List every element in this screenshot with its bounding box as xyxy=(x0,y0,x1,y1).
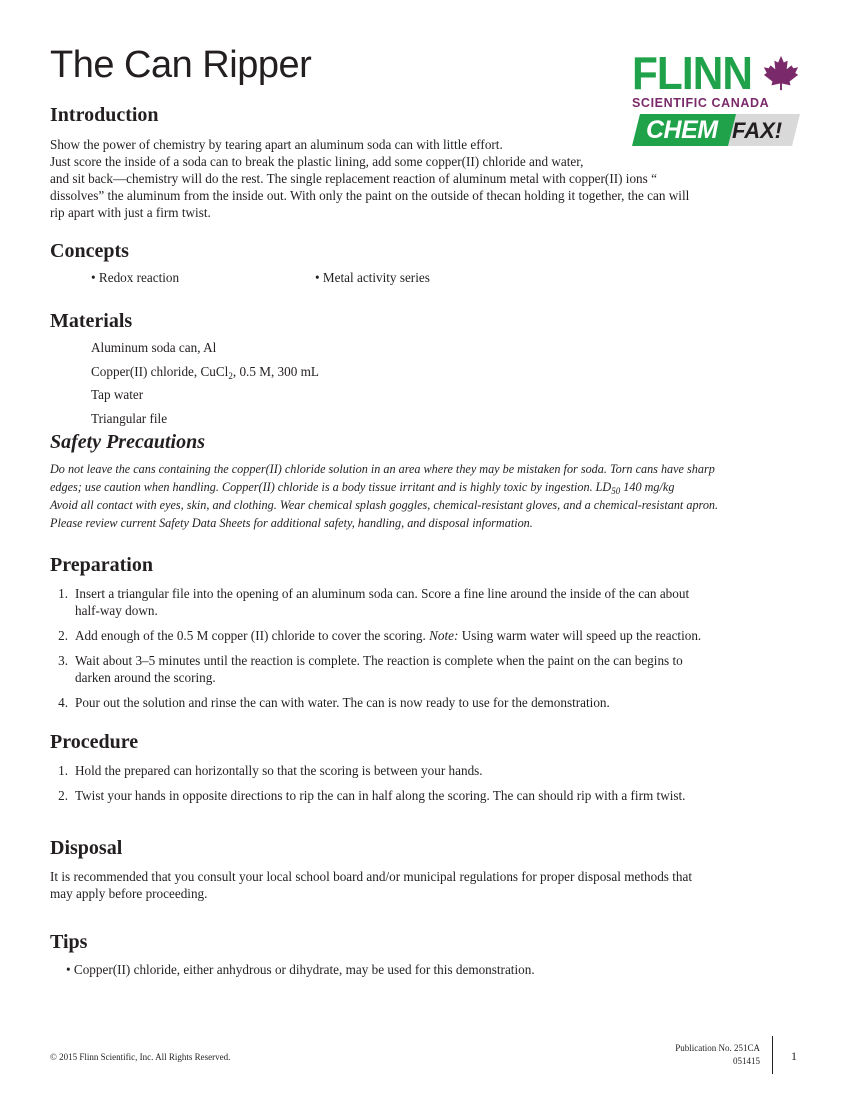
safety-line: Please review current Safety Data Sheets for additional safety, handling, and disposal information. xyxy=(50,516,533,530)
footer-divider xyxy=(772,1036,773,1074)
page-title: The Can Ripper xyxy=(50,44,312,86)
concept-item: • Redox reaction xyxy=(91,270,180,285)
intro-line: Just score the inside of a soda can to break the plastic lining, add some copper(II) chloride and water, xyxy=(50,154,584,169)
safety-heading: Safety Precautions xyxy=(50,431,205,453)
list-item: 4. Pour out the solution and rinse the can with water. The can is now ready to use for the demonstration. xyxy=(58,695,610,710)
material-item: Tap water xyxy=(91,387,144,402)
list-item: 1. Insert a triangular file into the opening of an aluminum soda can. Score a fine line around the inside of the can about half-way down. xyxy=(58,586,690,618)
procedure-list xyxy=(50,762,685,804)
list-item: 2. Twist your hands in opposite directions to rip the can in half along the scoring. The can should rip with a firm twist. xyxy=(58,788,686,803)
disposal-heading: Disposal xyxy=(50,837,123,859)
intro-line: and sit back—chemistry will do the rest. The single replacement reaction of aluminum metal with copper(II) ions “ xyxy=(50,171,657,186)
logo-subtitle: SCIENTIFIC CANADA xyxy=(632,96,770,110)
disposal-text: It is recommended that you consult your local school board and/or municipal regulations for proper disposal methods that may apply before proceeding. xyxy=(50,869,693,901)
footer-copyright: © 2015 Flinn Scientific, Inc. All Rights Reserved. xyxy=(50,1052,231,1062)
footer-publication: Publication No. 251CA xyxy=(675,1043,760,1053)
materials-heading: Materials xyxy=(50,310,133,332)
procedure-heading: Procedure xyxy=(50,731,139,753)
intro-line: dissolves” the aluminum from the inside out. With only the paint on the outside of thecan holding it together, the can will xyxy=(50,188,690,203)
preparation-heading: Preparation xyxy=(50,554,153,576)
badge-fax-text: FAX! xyxy=(732,118,783,143)
material-item: Copper(II) chloride, CuCl$_2$, 0.5 M, 300 mL xyxy=(91,364,319,381)
tips-heading: Tips xyxy=(50,931,88,953)
introduction-heading: Introduction xyxy=(50,104,159,126)
introduction-text xyxy=(50,136,689,221)
intro-line: rip apart with just a firm twist. xyxy=(50,205,211,220)
concepts-heading: Concepts xyxy=(50,240,129,262)
material-item: Triangular file xyxy=(91,411,168,426)
footer-code: 051415 xyxy=(733,1056,760,1066)
logo-wordmark: FLINN xyxy=(632,47,752,99)
intro-line: Show the power of chemistry by tearing apart an aluminum soda can with little effort. xyxy=(50,137,503,152)
preparation-list xyxy=(50,585,701,711)
safety-line: edges; use caution when handling. Copper(II) chloride is a body tissue irritant and is highly toxic by ingestion. $LD_{50}$ 140 mg/kg xyxy=(50,480,675,496)
list-item: 2. Add enough of the 0.5 M copper (II) chloride to cover the scoring. Note: Using warm water will speed up the reaction. xyxy=(58,628,702,643)
safety-line: Avoid all contact with eyes, skin, and clothing. Wear chemical splash goggles, chemical-resistant gloves, and a chemical-resistant apron. xyxy=(50,498,719,512)
maple-leaf-icon xyxy=(762,54,800,92)
badge-chem-text: CHEM xyxy=(646,116,718,144)
concept-item: • Metal activity series xyxy=(315,270,430,285)
list-item: 3. Wait about 3–5 minutes until the reaction is complete. The reaction is complete when the paint on the can begins to darken around the scoring. xyxy=(58,653,683,685)
page-number: 1 xyxy=(791,1049,797,1063)
safety-text xyxy=(50,460,718,532)
safety-line: Do not leave the cans containing the copper(II) chloride solution in an area where they may be mistaken for soda. Torn cans have sharp xyxy=(50,462,715,476)
material-item: Aluminum soda can, Al xyxy=(91,340,217,355)
list-item: 1. Hold the prepared can horizontally so that the scoring is between your hands. xyxy=(58,763,483,778)
tips-item: • Copper(II) chloride, either anhydrous or dihydrate, may be used for this demonstration. xyxy=(66,962,535,977)
